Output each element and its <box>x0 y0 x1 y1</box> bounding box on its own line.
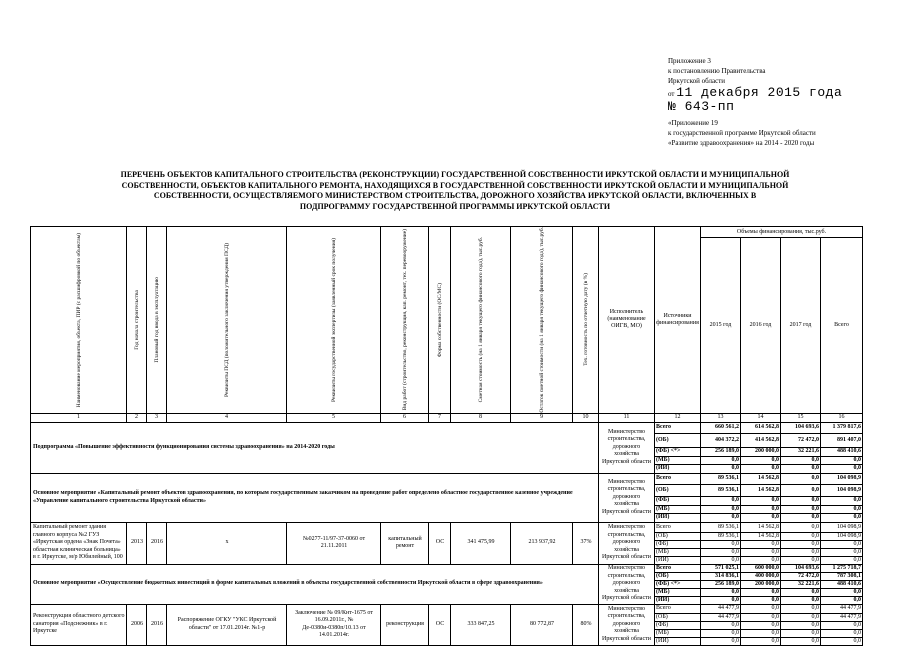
funding-value: 0,0 <box>781 556 821 564</box>
header-funding: Объемы финансирования, тыс.руб. <box>701 227 863 238</box>
funding-value: 0,0 <box>701 556 741 564</box>
remaining-cost: 80 772,87 <box>511 604 573 645</box>
work-type: реконструкция <box>381 604 429 645</box>
funding-value: 0,0 <box>741 464 781 473</box>
ref-line: к постановлению Правительства <box>668 67 766 75</box>
header-total: Всего <box>821 238 863 414</box>
funding-value: 787 308,1 <box>821 572 863 580</box>
header-readiness: Тех. готовность по отчетную дату (в %) <box>573 227 599 414</box>
funding-value: 0,0 <box>701 588 741 596</box>
funding-value: 89 536,1 <box>701 484 741 496</box>
funding-value: 256 189,0 <box>701 447 741 456</box>
funding-value: 0,0 <box>701 596 741 604</box>
column-number: 5 <box>287 413 381 422</box>
table-row <box>31 522 863 532</box>
funding-value: 1 379 817,6 <box>821 422 863 433</box>
object-name: Реконструкция областного детского санатория «Подснежник» в г. Иркутске <box>31 604 127 645</box>
funding-value: 104 098,9 <box>821 532 863 540</box>
funding-value: 0,0 <box>701 540 741 548</box>
funding-value: 200 000,0 <box>741 447 781 456</box>
funding-source: (ФБ) <*> <box>655 447 701 456</box>
funding-value: 0,0 <box>821 588 863 596</box>
column-number: 8 <box>451 413 511 422</box>
funding-value: 0,0 <box>741 588 781 596</box>
funding-value: 0,0 <box>741 505 781 513</box>
funding-value: 44 477,9 <box>821 604 863 613</box>
work-type: капитальный ремонт <box>381 522 429 564</box>
funding-value: 200 000,0 <box>741 580 781 588</box>
column-number: 1 <box>31 413 127 422</box>
funding-value: 0,0 <box>741 621 781 629</box>
funding-value: 0,0 <box>781 456 821 464</box>
funding-value: 0,0 <box>781 548 821 556</box>
funding-value: 0,0 <box>781 532 821 540</box>
funding-value: 0,0 <box>701 456 741 464</box>
funding-value: 0,0 <box>781 621 821 629</box>
funding-value: 104 098,9 <box>821 484 863 496</box>
funding-value: 0,0 <box>781 513 821 522</box>
funding-source: (ОБ) <box>655 532 701 540</box>
funding-source: Всего <box>655 473 701 484</box>
header-2015: 2015 год <box>701 238 741 414</box>
funding-value: 44 477,9 <box>821 613 863 621</box>
funding-source: (ФБ) <box>655 496 701 505</box>
funding-value: 32 221,6 <box>781 447 821 456</box>
ownership-form: ОС <box>429 522 451 564</box>
header-2017: 2017 год <box>781 238 821 414</box>
column-numbers-row <box>31 413 863 422</box>
funding-value: 0,0 <box>821 456 863 464</box>
funding-value: 488 410,6 <box>821 580 863 588</box>
expertise-details: №0277-11/97-37-0060 от 21.11.2011 <box>287 522 381 564</box>
funding-value: 0,0 <box>701 505 741 513</box>
funding-source: (ФБ) <*> <box>655 580 701 588</box>
executor: Министерство строительства, дорожного хозяйства Иркутской области <box>599 564 655 604</box>
approval-reference <box>668 56 842 148</box>
document-title: ПЕРЕЧЕНЬ ОБЪЕКТОВ КАПИТАЛЬНОГО СТРОИТЕЛЬСТВА (РЕКОНСТРУКЦИИ) ГОСУДАРСТВЕННОЙ СОБСТВЕННОСТИ ИРКУТСКОЙ ОБЛАСТИ И МУНИЦИПАЛЬНОЙ СОБСТВЕННОСТИ, ОБЪЕКТОВ КАПИТАЛЬНОГО РЕМОНТА, НАХОДЯЩИХСЯ В ГОСУДАРСТВЕННОЙ СОБСТВЕННОСТИ ИРКУТСКОЙ ОБЛАСТИ И МУНИЦИПАЛЬНОЙ СОБСТВЕННОСТИ, ОСУЩЕСТВЛЯЕМОГО МИНИСТЕРСТВОМ СТРОИТЕЛЬСТВА, ДОРОЖНОГО ХОЗЯЙСТВА ИРКУТСКОЙ ОБЛАСТИ, ВКЛЮЧЕННЫХ В ПОДПРОГРАММУ ГОСУДАРСТВЕННОЙ ПРОГРАММЫ ИРКУТСКОЙ ОБЛАСТИ <box>120 170 790 211</box>
executor: Министерство строительства, дорожного хозяйства Иркутской области <box>599 522 655 564</box>
funding-value: 0,0 <box>781 540 821 548</box>
table-row <box>31 604 863 613</box>
funding-source: (ИИ) <box>655 596 701 604</box>
funding-source: (ОБ) <box>655 433 701 447</box>
funding-value: 0,0 <box>821 540 863 548</box>
header-cost: Сметная стоимость (на 1 января текущего финансового года), тыс.руб. <box>451 227 511 414</box>
header-executor: Исполнитель (наименование ОИГВ, МО) <box>599 227 655 414</box>
funding-value: 0,0 <box>821 556 863 564</box>
funding-value: 0,0 <box>701 464 741 473</box>
funding-value: 0,0 <box>741 637 781 645</box>
objects-table <box>30 226 863 646</box>
funding-value: 44 477,9 <box>701 613 741 621</box>
funding-value: 614 562,8 <box>741 422 781 433</box>
funding-value: 104 693,6 <box>781 564 821 572</box>
funding-value: 0,0 <box>781 496 821 505</box>
funding-value: 104 098,9 <box>821 522 863 532</box>
funding-source: (ИИ) <box>655 513 701 522</box>
funding-value: 0,0 <box>781 473 821 484</box>
psd-details: Распоряжение ОГКУ "УКС Иркутской области" от 17.01.2014г. №1-р <box>167 604 287 645</box>
funding-source: (ИИ) <box>655 464 701 473</box>
funding-value: 72 472,0 <box>781 433 821 447</box>
funding-value: 0,0 <box>781 484 821 496</box>
start-year: 2013 <box>127 522 147 564</box>
funding-source: (ФБ) <box>655 540 701 548</box>
funding-value: 44 477,9 <box>701 604 741 613</box>
section-title: Подпрограмма «Повышение эффективности функционирования системы здравоохранения» на 2014-2020 годы <box>31 422 599 473</box>
funding-value: 89 536,1 <box>701 473 741 484</box>
executor: Министерство строительства, дорожного хозяйства Иркутской области <box>599 604 655 645</box>
header-name: Наименование мероприятия, объекта, ПИР (с расшифровкой по объектам) <box>31 227 127 414</box>
funding-value: 0,0 <box>741 540 781 548</box>
funding-value: 0,0 <box>701 621 741 629</box>
funding-value: 0,0 <box>821 496 863 505</box>
table-row <box>31 564 863 572</box>
funding-source: (ИИ) <box>655 637 701 645</box>
funding-value: 104 098,9 <box>821 473 863 484</box>
funding-value: 32 221,6 <box>781 580 821 588</box>
funding-source: (МБ) <box>655 505 701 513</box>
column-number: 15 <box>781 413 821 422</box>
funding-value: 0,0 <box>781 522 821 532</box>
funding-value: 0,0 <box>781 637 821 645</box>
funding-value: 1 275 718,7 <box>821 564 863 572</box>
funding-source: Всего <box>655 522 701 532</box>
funding-value: 660 561,2 <box>701 422 741 433</box>
funding-value: 14 562,8 <box>741 473 781 484</box>
funding-value: 0,0 <box>741 513 781 522</box>
ref-line: Иркутской области <box>668 77 726 85</box>
funding-value: 0,0 <box>821 548 863 556</box>
expertise-details: Заключение № 09/Кнт-1675 от 16.09.2011г., № Де-0380и-0380п/10.13 от 14.01.2014г. <box>287 604 381 645</box>
column-number: 10 <box>573 413 599 422</box>
funding-value: 0,0 <box>821 596 863 604</box>
object-name: Капитальный ремонт здания главного корпуса №2 ГУЗ «Иркутская ордена «Знак Почета» областная клиническая больница» в г. Иркутске, м/р Юбилейный, 100 <box>31 522 127 564</box>
funding-value: 14 562,8 <box>741 532 781 540</box>
header-expertise: Реквизиты государственной экспертизы (заявленный срок получения) <box>287 227 381 414</box>
funding-value: 0,0 <box>781 505 821 513</box>
funding-value: 414 562,8 <box>741 433 781 447</box>
section-title: Основное мероприятие «Капитальный ремонт объектов здравоохранения, по которым государственным заказчиком на проведение работ определено областное государственное казенное учреждение «Управление капитального строительства Иркутской области» <box>31 473 599 522</box>
column-number: 2 <box>127 413 147 422</box>
funding-value: 400 000,0 <box>741 572 781 580</box>
column-number: 11 <box>599 413 655 422</box>
estimated-cost: 341 475,99 <box>451 522 511 564</box>
table-row <box>31 473 863 484</box>
funding-source: (МБ) <box>655 629 701 637</box>
funding-value: 0,0 <box>741 548 781 556</box>
funding-value: 0,0 <box>701 637 741 645</box>
funding-value: 314 836,1 <box>701 572 741 580</box>
funding-value: 0,0 <box>741 596 781 604</box>
header-2016: 2016 год <box>741 238 781 414</box>
funding-value: 256 189,0 <box>701 580 741 588</box>
readiness: 80% <box>573 604 599 645</box>
ref-line: Приложение 3 <box>668 57 711 65</box>
column-number: 14 <box>741 413 781 422</box>
funding-value: 89 536,1 <box>701 522 741 532</box>
ref-date-prefix: от <box>668 90 675 98</box>
funding-value: 0,0 <box>821 629 863 637</box>
funding-value: 72 472,0 <box>781 572 821 580</box>
funding-value: 0,0 <box>781 613 821 621</box>
column-number: 6 <box>381 413 429 422</box>
funding-value: 600 000,0 <box>741 564 781 572</box>
funding-source: (МБ) <box>655 456 701 464</box>
funding-value: 571 025,1 <box>701 564 741 572</box>
ref-date-value: 11 декабря 2015 года <box>676 85 843 100</box>
funding-source: (МБ) <box>655 588 701 596</box>
funding-value: 0,0 <box>701 629 741 637</box>
column-number: 16 <box>821 413 863 422</box>
funding-value: 0,0 <box>781 588 821 596</box>
funding-value: 0,0 <box>821 464 863 473</box>
funding-value: 0,0 <box>741 456 781 464</box>
ref-line: к государственной программе Иркутской области <box>668 129 816 137</box>
funding-value: 0,0 <box>781 596 821 604</box>
header-ownership: Форма собственности (ОС/МС) <box>429 227 451 414</box>
funding-value: 0,0 <box>781 464 821 473</box>
funding-value: 0,0 <box>741 629 781 637</box>
header-psd: Реквизиты ПСД (положительного заключения утверждения ПСД) <box>167 227 287 414</box>
funding-value: 89 536,1 <box>701 532 741 540</box>
funding-value: 104 693,6 <box>781 422 821 433</box>
end-year: 2016 <box>147 522 167 564</box>
table-row <box>31 422 863 433</box>
funding-source: (ОБ) <box>655 613 701 621</box>
funding-value: 14 562,8 <box>741 522 781 532</box>
funding-source: Всего <box>655 422 701 433</box>
funding-source: (МБ) <box>655 548 701 556</box>
column-number: 7 <box>429 413 451 422</box>
psd-details: x <box>167 522 287 564</box>
ref-line: «Приложение 19 <box>668 119 718 127</box>
column-number: 13 <box>701 413 741 422</box>
ref-number: № 643-пп <box>668 99 735 114</box>
funding-value: 0,0 <box>741 613 781 621</box>
funding-value: 404 372,2 <box>701 433 741 447</box>
funding-value: 0,0 <box>741 496 781 505</box>
header-start-year: Год начала строительства <box>127 227 147 414</box>
funding-value: 0,0 <box>741 556 781 564</box>
header-end-year: Плановый год ввода в эксплуатацию <box>147 227 167 414</box>
column-number: 4 <box>167 413 287 422</box>
funding-value: 0,0 <box>741 604 781 613</box>
remaining-cost: 213 937,92 <box>511 522 573 564</box>
funding-value: 0,0 <box>781 629 821 637</box>
header-work-type: Вид работ (строительство, реконструкция, кап. ремонт, тех. перевооружение) <box>381 227 429 414</box>
estimated-cost: 333 847,25 <box>451 604 511 645</box>
funding-value: 0,0 <box>701 513 741 522</box>
funding-value: 0,0 <box>781 604 821 613</box>
funding-value: 0,0 <box>701 548 741 556</box>
executor: Министерство строительства, дорожного хозяйства Иркутской области <box>599 422 655 473</box>
funding-source: Всего <box>655 604 701 613</box>
section-title: Основное мероприятие «Осуществление бюджетных инвестиций в форме капитальных вложений в объекты государственной собственности Иркутской области в сфере здравоохранения» <box>31 564 599 604</box>
column-number: 3 <box>147 413 167 422</box>
funding-value: 14 562,8 <box>741 484 781 496</box>
funding-value: 0,0 <box>821 505 863 513</box>
column-number: 9 <box>511 413 573 422</box>
funding-value: 0,0 <box>701 496 741 505</box>
funding-source: (ИИ) <box>655 556 701 564</box>
ref-date <box>668 86 842 100</box>
funding-source: (ОБ) <box>655 572 701 580</box>
funding-value: 488 410,6 <box>821 447 863 456</box>
funding-value: 0,0 <box>821 513 863 522</box>
funding-value: 0,0 <box>821 637 863 645</box>
funding-source: (ФБ) <box>655 621 701 629</box>
ref-line: «Развитие здравоохранения» на 2014 - 2020 годы <box>668 139 815 147</box>
header-remaining-cost: Остаток сметной стоимости (на 1 января текущего финансового года), тыс.руб. <box>511 227 573 414</box>
funding-source: Всего <box>655 564 701 572</box>
start-year: 2006 <box>127 604 147 645</box>
header-sources: Источники финансирования <box>655 227 701 414</box>
funding-value: 0,0 <box>821 621 863 629</box>
executor: Министерство строительства, дорожного хозяйства Иркутской области <box>599 473 655 522</box>
end-year: 2016 <box>147 604 167 645</box>
column-number: 12 <box>655 413 701 422</box>
readiness: 37% <box>573 522 599 564</box>
ownership-form: ОС <box>429 604 451 645</box>
funding-value: 891 407,0 <box>821 433 863 447</box>
table-body <box>31 422 863 645</box>
funding-source: (ОБ) <box>655 484 701 496</box>
